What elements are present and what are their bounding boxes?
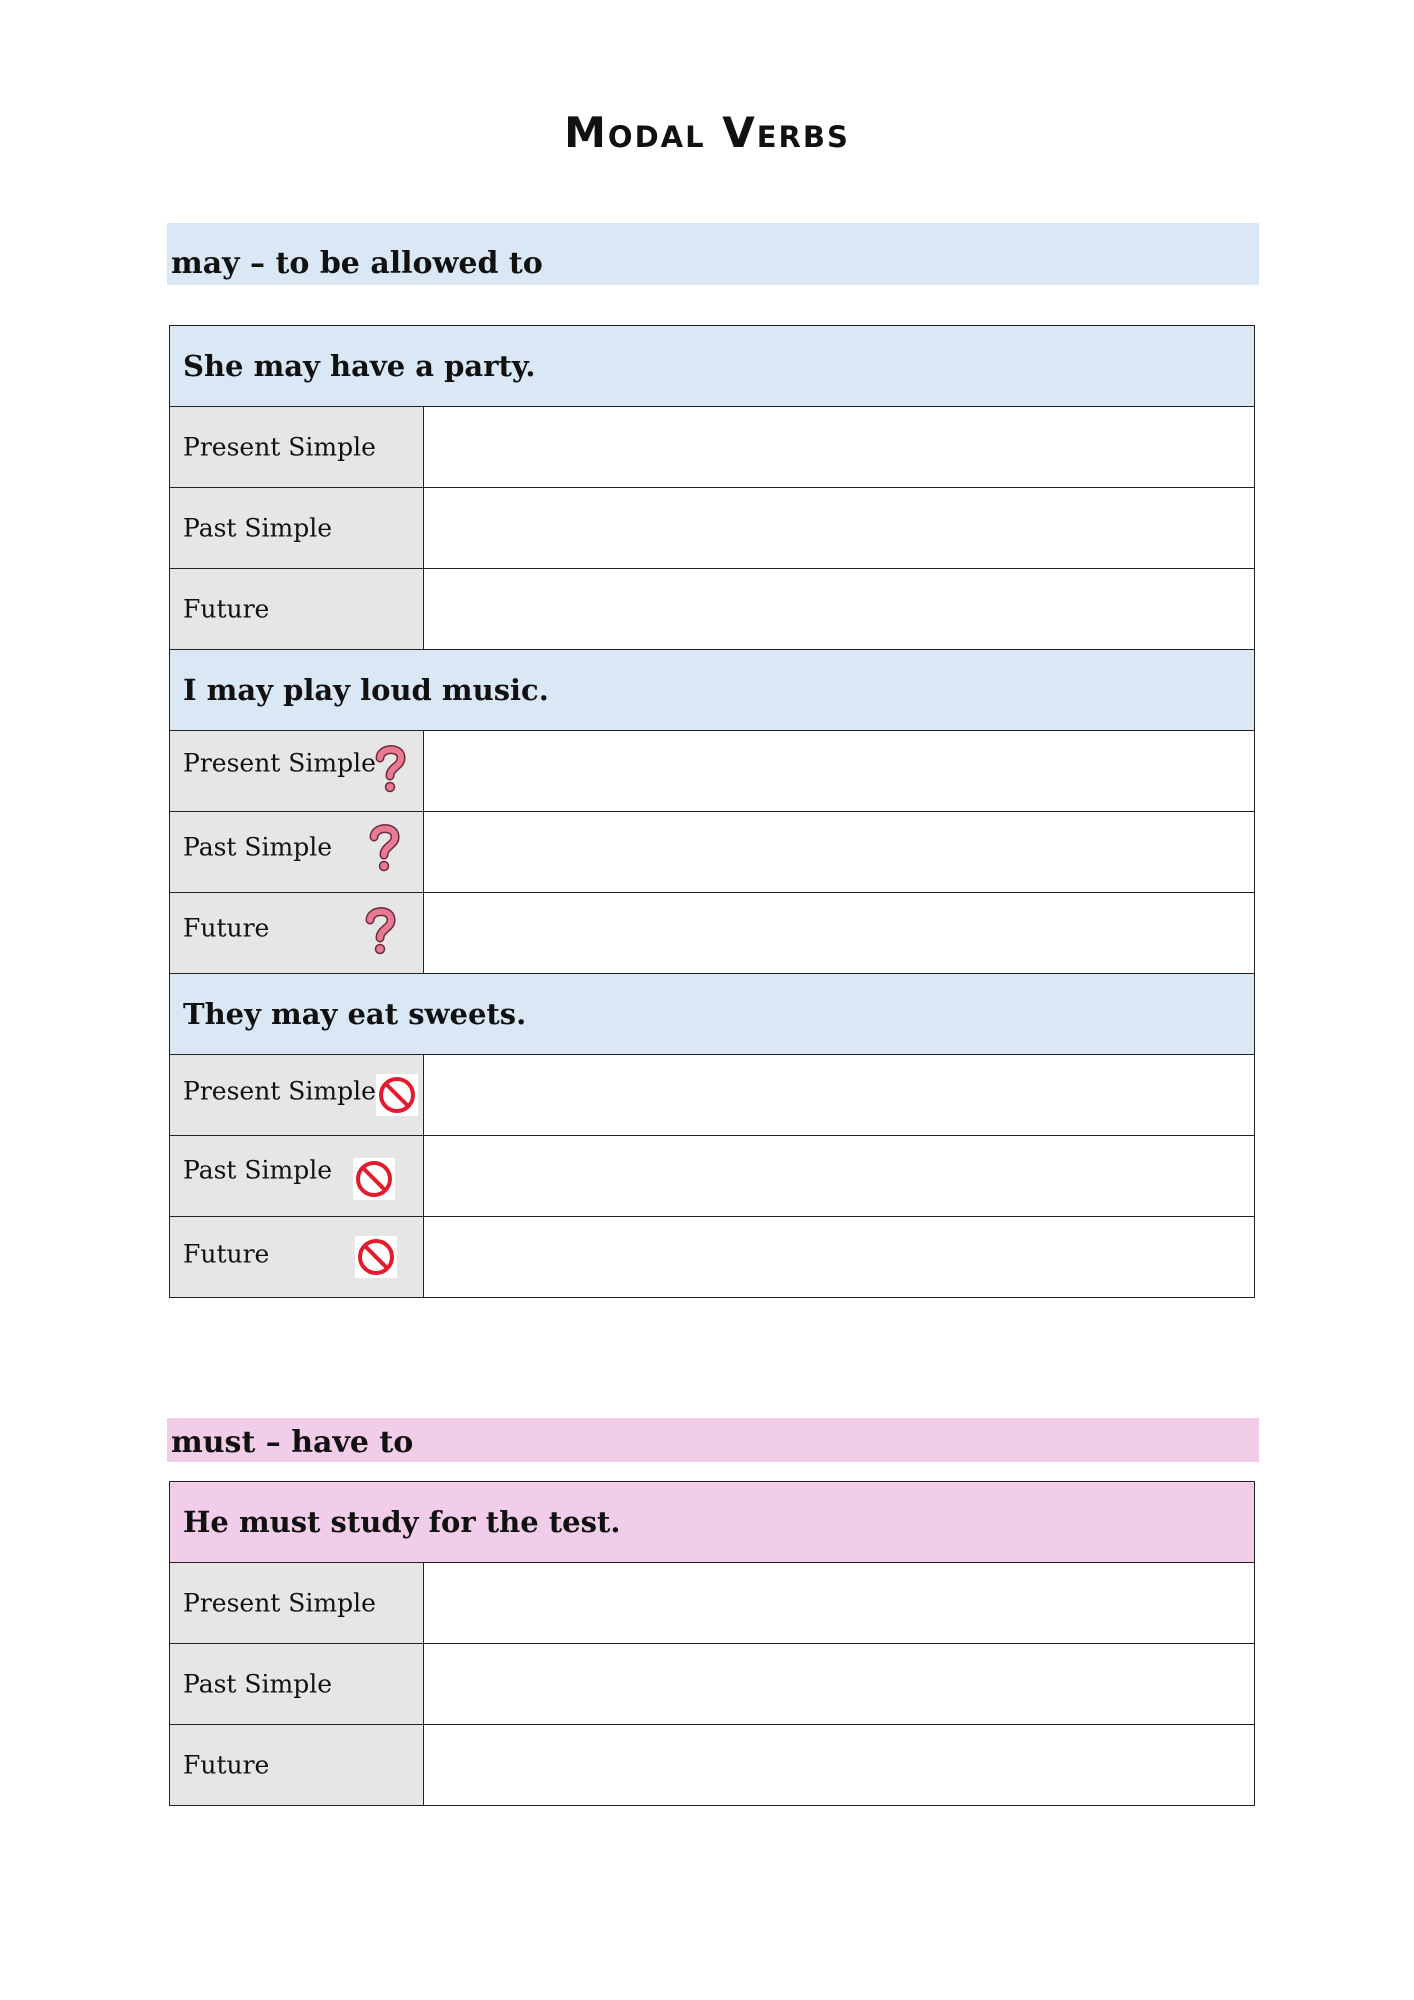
prohibited-icon xyxy=(376,1074,418,1116)
answer-field[interactable] xyxy=(424,569,1255,650)
sentence-cell: They may eat sweets. xyxy=(170,974,1255,1055)
tense-label: Past Simple xyxy=(183,513,333,543)
page-title: Modal Verbs xyxy=(564,108,850,157)
sentence-row xyxy=(170,1482,1255,1563)
section-heading-must: must – have to xyxy=(167,1418,1259,1462)
tense-cell xyxy=(170,893,424,974)
answer-field[interactable] xyxy=(424,893,1255,974)
answer-field[interactable] xyxy=(424,812,1255,893)
table-row xyxy=(170,569,1255,650)
table-row xyxy=(170,1725,1255,1806)
answer-field[interactable] xyxy=(424,1644,1255,1725)
tense-label: Future xyxy=(183,1750,270,1780)
tense-cell xyxy=(170,488,424,569)
may-worksheet-table xyxy=(169,325,1255,1298)
sentence-cell: I may play loud music. xyxy=(170,650,1255,731)
tense-cell xyxy=(170,407,424,488)
tense-label: Present Simple xyxy=(183,748,376,778)
tense-label: Future xyxy=(183,594,270,624)
sentence-cell: She may have a party. xyxy=(170,326,1255,407)
tense-label: Future xyxy=(183,1239,270,1269)
prohibited-icon xyxy=(355,1236,397,1278)
table-row xyxy=(170,1217,1255,1298)
tense-cell xyxy=(170,1644,424,1725)
question-mark-icon xyxy=(360,904,400,956)
tense-label: Present Simple xyxy=(183,1588,376,1618)
table-row xyxy=(170,407,1255,488)
tense-label: Present Simple xyxy=(183,1076,376,1106)
table-row xyxy=(170,812,1255,893)
tense-cell xyxy=(170,1055,424,1136)
tense-label: Past Simple xyxy=(183,832,333,862)
answer-field[interactable] xyxy=(424,1725,1255,1806)
section-heading-may: may – to be allowed to xyxy=(167,223,1259,285)
table-row xyxy=(170,1136,1255,1217)
answer-field[interactable] xyxy=(424,1055,1255,1136)
sentence-row xyxy=(170,650,1255,731)
answer-field[interactable] xyxy=(424,407,1255,488)
tense-cell xyxy=(170,731,424,812)
tense-label: Present Simple xyxy=(183,432,376,462)
tense-label: Past Simple xyxy=(183,1669,333,1699)
tense-cell xyxy=(170,1217,424,1298)
must-worksheet-table xyxy=(169,1481,1255,1806)
tense-cell xyxy=(170,812,424,893)
table-row xyxy=(170,488,1255,569)
tense-cell xyxy=(170,1725,424,1806)
tense-label: Future xyxy=(183,913,270,943)
tense-label: Past Simple xyxy=(183,1155,333,1185)
answer-field[interactable] xyxy=(424,488,1255,569)
tense-cell xyxy=(170,1136,424,1217)
table-row xyxy=(170,1563,1255,1644)
table-row xyxy=(170,1644,1255,1725)
answer-field[interactable] xyxy=(424,1217,1255,1298)
sentence-row xyxy=(170,974,1255,1055)
table-row xyxy=(170,1055,1255,1136)
question-mark-icon xyxy=(364,821,404,873)
table-row xyxy=(170,731,1255,812)
question-mark-icon xyxy=(370,742,410,794)
sentence-row xyxy=(170,326,1255,407)
answer-field[interactable] xyxy=(424,1136,1255,1217)
sentence-cell: He must study for the test. xyxy=(170,1482,1255,1563)
answer-field[interactable] xyxy=(424,731,1255,812)
answer-field[interactable] xyxy=(424,1563,1255,1644)
tense-cell xyxy=(170,1563,424,1644)
prohibited-icon xyxy=(353,1158,395,1200)
table-row xyxy=(170,893,1255,974)
tense-cell xyxy=(170,569,424,650)
